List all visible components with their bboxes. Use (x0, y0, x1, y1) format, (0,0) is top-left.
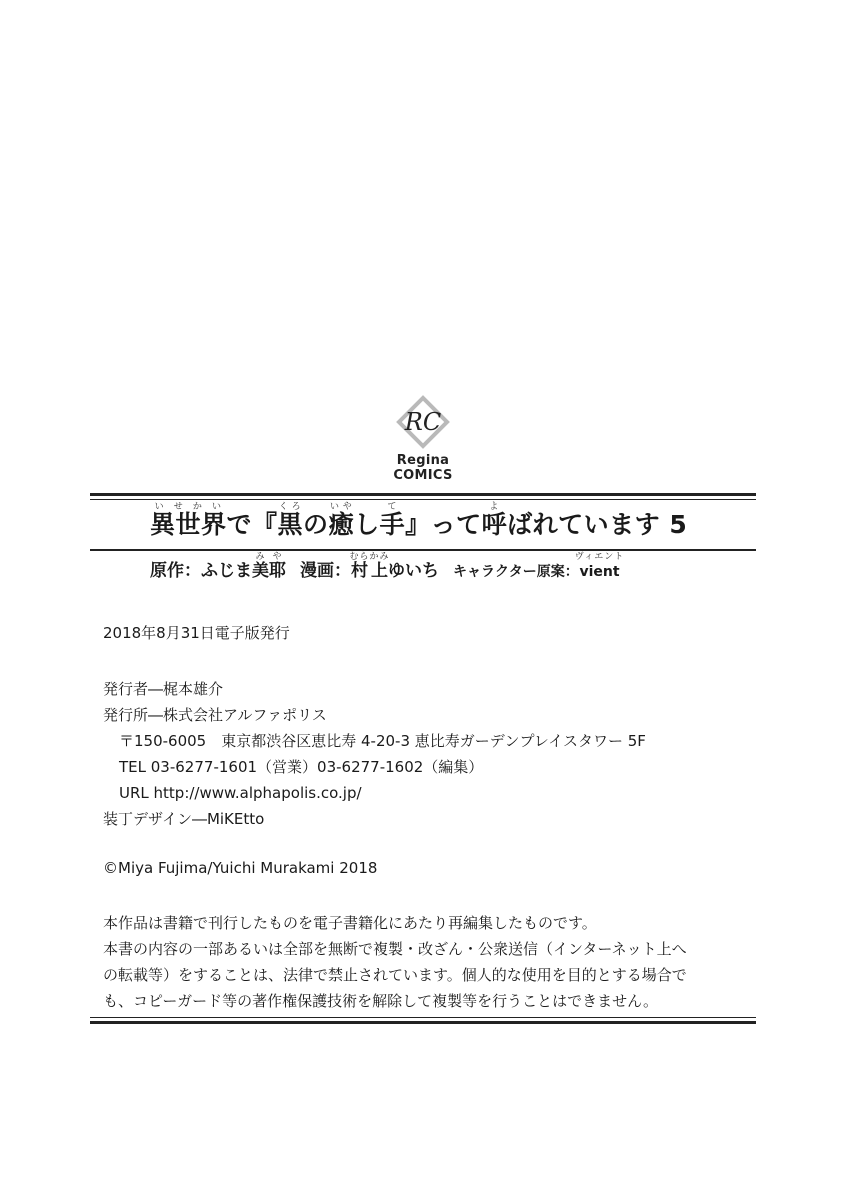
title-underline (90, 549, 756, 551)
logo-word-regina: Regina (396, 453, 450, 468)
title-segment: の (303, 510, 329, 539)
issuer-line: 発行者―梶本雄介 (103, 680, 224, 698)
bottom-rule-thin (90, 1017, 756, 1018)
logo-monogram: RC (404, 408, 442, 436)
title-text (150, 502, 688, 539)
title-segment: 』って (405, 510, 482, 539)
title-segment: し (354, 510, 380, 539)
publication-date: 2018年8月31日電子版発行 (103, 624, 290, 642)
copyright-line: ©Miya Fujima/Yuichi Murakami 2018 (103, 859, 378, 877)
bottom-rule-thick (90, 1021, 756, 1024)
title-ruby-segment: 異世界いせかい (150, 502, 227, 539)
credits-line (150, 552, 750, 588)
publisher-info (103, 676, 646, 832)
book-title (150, 500, 730, 550)
title-segment: ばれています 5 (507, 510, 688, 539)
notice-line-2: 本書の内容の一部あるいは全部を無断で複製・改ざん・公衆送信（インターネット上へ (103, 940, 687, 958)
manga-artist-surname: 村上むらかみ (349, 552, 390, 581)
rc-diamond-emblem (392, 395, 454, 453)
manga-artist-given-name: ゆいち (388, 561, 440, 581)
legal-notice (103, 910, 743, 1014)
title-ruby-segment: 黒くろ (277, 502, 304, 539)
company-line: 発行所―株式会社アルファポリス (103, 706, 327, 724)
tel-line: TEL 03-6277-1601（営業）03-6277-1602（編集） (119, 758, 484, 776)
notice-line-4: も、コピーガード等の著作権保護技術を解除して複製等を行うことはできません。 (103, 992, 659, 1010)
notice-line-1: 本作品は書籍で刊行したものを電子書籍化にあたり再編集したものです。 (103, 914, 597, 932)
title-segment: で『 (226, 510, 278, 539)
title-ruby-segment: 呼よ (481, 502, 508, 539)
top-rule-thick (90, 493, 756, 496)
address-line: 〒150-6005 東京都渋谷区恵比寿 4-20-3 恵比寿ガーデンプレイスタワー 5F (119, 732, 646, 750)
notice-line-3: の転載等）をすることは、法律で禁止されています。個人的な使用を目的とする場合で (103, 966, 687, 984)
logo-word-comics: COMICS (393, 468, 453, 483)
title-ruby-segment: 癒いや (328, 502, 355, 539)
original-author-name: 美耶みや (252, 552, 286, 581)
regina-comics-logo (373, 395, 473, 485)
manga-artist-label: 漫画： (300, 561, 351, 581)
character-design-label: キャラクター原案： (453, 564, 579, 580)
original-author-label: 原作：ふじま (150, 561, 252, 581)
url-line: URL http://www.alphapolis.co.jp/ (119, 784, 362, 802)
design-credit-line: 装丁デザイン―MiKEtto (103, 810, 265, 828)
character-design-name: vientヴィエント (574, 552, 625, 580)
title-ruby-segment: 手て (379, 502, 406, 539)
